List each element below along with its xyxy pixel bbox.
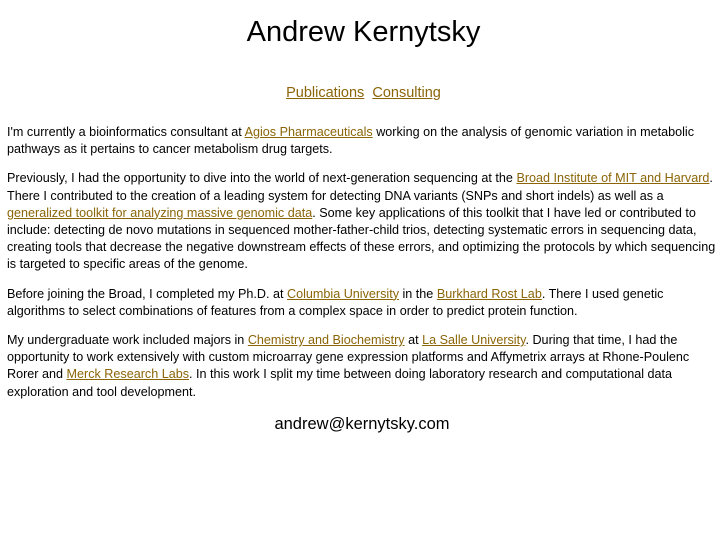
paragraph-text: in the — [399, 286, 437, 301]
contact-email: andrew@kernytsky.com — [274, 415, 450, 433]
paragraph-text: at — [404, 333, 423, 348]
link-broad-institute[interactable]: Broad Institute of MIT and Harvard — [516, 171, 710, 186]
nav-bar — [0, 84, 727, 102]
paragraph-text: My undergraduate work included majors in — [7, 333, 248, 348]
bio-paragraph-undergrad — [7, 332, 719, 401]
link-agios[interactable]: Agios Pharmaceuticals — [244, 125, 373, 139]
bio-paragraph-phd — [7, 286, 719, 320]
nav-link-consulting[interactable]: Consulting — [372, 85, 441, 101]
paragraph-text: . In this work I split my time between doing laboratory research and computational data exploration and tool development. — [7, 367, 673, 399]
paragraph-text: Before joining the Broad, I completed my Ph.D. at — [7, 286, 288, 301]
bio-paragraph-broad — [7, 170, 719, 273]
paragraph-text: . Some key applications of this toolkit that I have led or contributed to include: detecting de novo mutations in sequenced mother-father-child trios, detecting systematic errors in sequencing data, creating tools that decrease the negative downstream effects of these errors, and optimizing the protocols by which sequencing is targeted to specific areas of the genome. — [7, 205, 716, 272]
paragraph-text: I'm currently a bioinformatics consultant at — [7, 125, 245, 139]
paragraph-text: Previously, I had the opportunity to dive into the world of next-generation sequencing at the — [7, 171, 517, 186]
link-chem-biochem[interactable]: Chemistry and Biochemistry — [247, 333, 405, 348]
link-la-salle[interactable]: La Salle University — [422, 333, 526, 348]
link-rost-lab[interactable]: Burkhard Rost Lab — [436, 286, 542, 301]
bio-paragraph-current — [7, 124, 719, 158]
paragraph-text: . During that time, I had the opportunity to work extensively with custom microarray gene expression platforms and Affymetrix arrays at Rhone-Poulenc Rorer and — [7, 333, 690, 382]
nav-link-publications[interactable]: Publications — [286, 85, 365, 101]
link-merck[interactable]: Merck Research Labs — [66, 367, 190, 382]
paragraph-text: . There I contributed to the creation of a leading system for detecting DNA variants (SNPs and short indels) as well as a — [7, 171, 713, 203]
paragraph-text: working on the analysis of genomic variation in metabolic pathways as it pertains to cancer metabolism drug targets. — [7, 125, 695, 157]
bio-content — [7, 124, 719, 413]
paragraph-text: . There I used genetic algorithms to select combinations of features from a complex space in order to predict protein function. — [7, 286, 664, 318]
link-columbia[interactable]: Columbia University — [287, 286, 399, 301]
link-genomic-toolkit[interactable]: generalized toolkit for analyzing massive genomic data — [7, 205, 313, 220]
page-title: Andrew Kernytsky — [246, 16, 481, 48]
